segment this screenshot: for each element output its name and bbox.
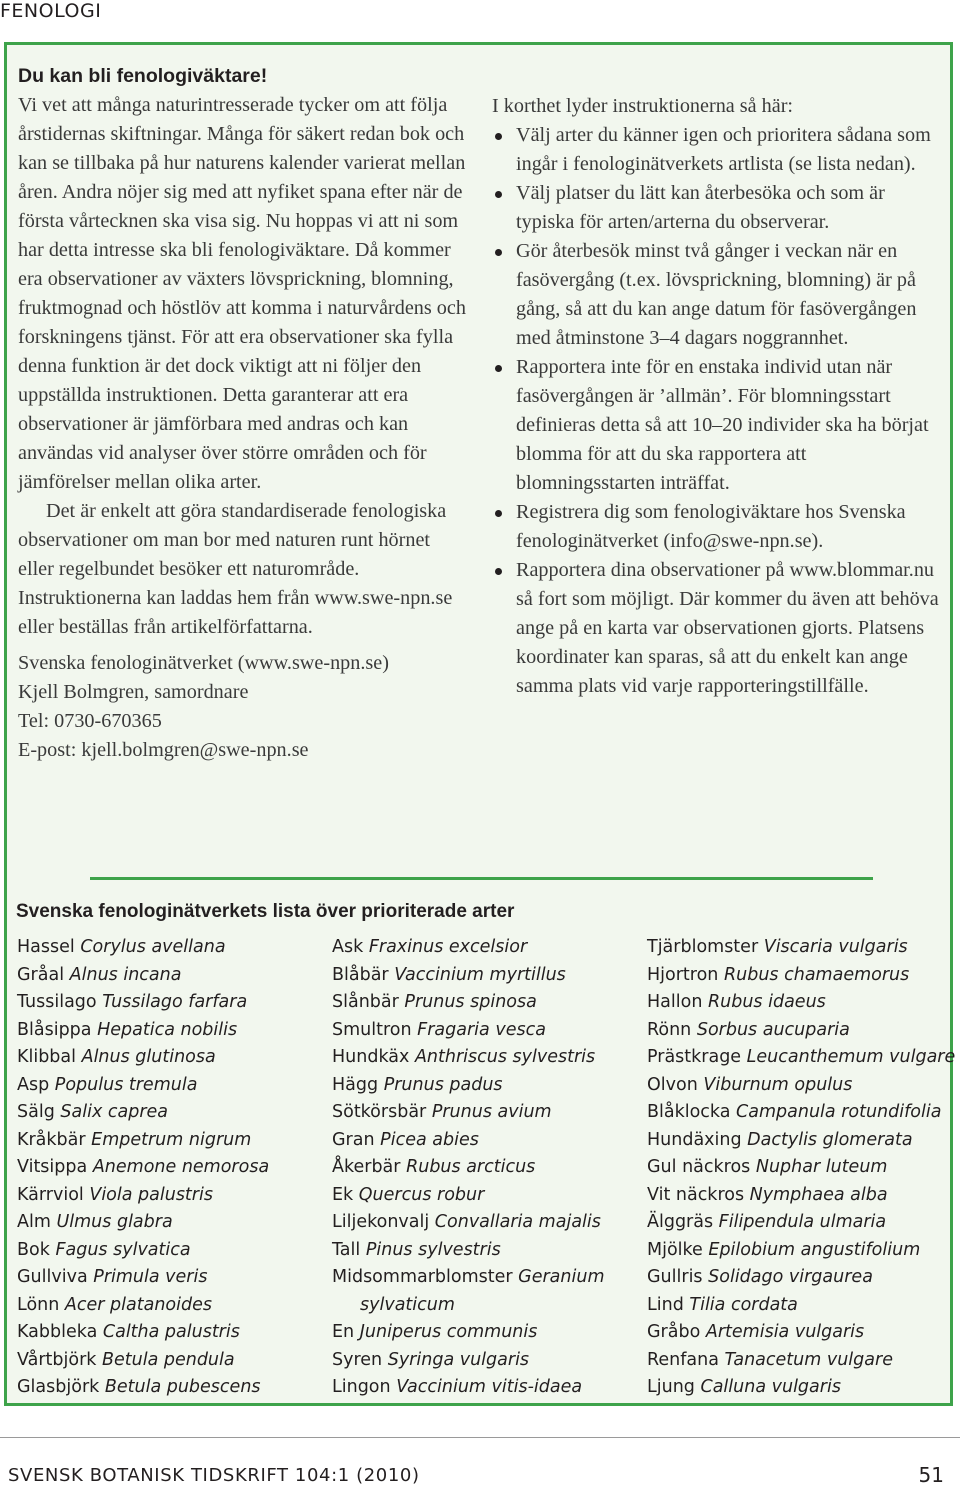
common-name: Kärrviol bbox=[17, 1184, 84, 1205]
scientific-name: Tilia cordata bbox=[689, 1294, 798, 1315]
scientific-name: Sorbus aucuparia bbox=[696, 1019, 850, 1040]
species-entry bbox=[647, 989, 955, 1017]
species-entry bbox=[17, 1347, 269, 1375]
common-name: Glasbjörk bbox=[17, 1377, 100, 1397]
instruction-item bbox=[492, 556, 948, 701]
species-column-2 bbox=[332, 934, 605, 1402]
instruction-item bbox=[492, 353, 948, 498]
species-entry bbox=[332, 1127, 605, 1155]
scientific-name: Nuphar luteum bbox=[755, 1157, 888, 1177]
scientific-name: Vaccinium myrtillus bbox=[394, 964, 566, 985]
common-name: Lönn bbox=[17, 1294, 60, 1315]
species-entry bbox=[332, 1374, 605, 1402]
species-entry bbox=[647, 1127, 955, 1155]
scientific-name: Tanacetum vulgare bbox=[724, 1349, 893, 1370]
species-entry bbox=[332, 1044, 605, 1072]
species-entry bbox=[17, 1182, 269, 1210]
species-entry bbox=[647, 1044, 955, 1072]
footer-divider bbox=[0, 1437, 960, 1438]
species-entry bbox=[332, 1072, 605, 1100]
species-entry bbox=[332, 1319, 605, 1347]
species-entry bbox=[332, 1099, 605, 1127]
intro-paragraph: Vi vet att många naturintresserade tycker om att följa årstidernas skiftningar. Många för säkert redan bok och kan se tillbaka på hur naturens kalender varierat mellan åren. Andra nöjer sig med att nyfiket spana efter när de första vårtecknen ska visa sig. Nu hoppas vi att ni som har detta intresse ska bli fenologiväktare. Då kommer era observationer av växters lövsprickning, blomning, fruktmognad och höstlöv att komma i naturvårdens och forskningens tjänst. För att era observationer ska fylla denna funktion är det dock viktigt att ni följer den uppställda instruktionen. Detta garanterar att era observationer är jämförbara med andras och kan användas vid analyser över större områden och för jämförelser mellan olika arter. bbox=[18, 94, 466, 493]
bullet-icon bbox=[495, 568, 502, 575]
common-name: Ljung bbox=[647, 1377, 695, 1397]
scientific-name: Ulmus glabra bbox=[56, 1212, 173, 1232]
species-entry bbox=[647, 1017, 955, 1045]
species-entry bbox=[17, 1209, 269, 1237]
common-name: Tjärblomster bbox=[647, 937, 759, 957]
common-name: Kabbleka bbox=[17, 1322, 98, 1342]
scientific-name: Empetrum nigrum bbox=[91, 1129, 252, 1150]
instruction-text: Rapportera inte för en enstaka individ utan när fasövergången är ’allmän’. För blomningsstart definieras detta så att 10–20 individer ska ha börjat blomma för att du ska rapportera att blomningsstarten inträffat. bbox=[516, 356, 929, 494]
left-column bbox=[18, 62, 470, 765]
instruction-item bbox=[492, 121, 948, 179]
common-name: Blåklocka bbox=[647, 1102, 731, 1122]
scientific-name: Campanula rotundifolia bbox=[736, 1102, 942, 1122]
contact-organization: Svenska fenologinätverket (www.swe-npn.se) bbox=[18, 652, 389, 674]
common-name: Sötkörsbär bbox=[332, 1102, 427, 1122]
scientific-name: Quercus robur bbox=[358, 1184, 485, 1205]
scientific-name: Prunus avium bbox=[431, 1102, 552, 1122]
scientific-name: Prunus padus bbox=[383, 1074, 503, 1095]
common-name: Blåbär bbox=[332, 964, 389, 985]
species-entry bbox=[17, 1072, 269, 1100]
species-entry bbox=[17, 1319, 269, 1347]
species-entry bbox=[647, 1347, 955, 1375]
species-entry bbox=[17, 934, 269, 962]
common-name: Slånbär bbox=[332, 992, 399, 1012]
scientific-name: Alnus glutinosa bbox=[81, 1047, 216, 1067]
scientific-name: Vaccinium vitis-idaea bbox=[396, 1377, 583, 1397]
common-name: Ask bbox=[332, 937, 364, 957]
scientific-name: Calluna vulgaris bbox=[700, 1377, 841, 1397]
scientific-name: Primula veris bbox=[93, 1267, 208, 1287]
common-name: Gullviva bbox=[17, 1267, 88, 1287]
species-entry bbox=[332, 1182, 605, 1210]
species-column-1 bbox=[17, 934, 269, 1402]
scientific-name: Juniperus communis bbox=[359, 1322, 538, 1342]
species-entry bbox=[647, 1182, 955, 1210]
scientific-name: Solidago virgaurea bbox=[708, 1267, 873, 1287]
common-name: Rönn bbox=[647, 1019, 692, 1040]
common-name: Vårtbjörk bbox=[17, 1349, 97, 1370]
species-entry bbox=[17, 1017, 269, 1045]
common-name: Smultron bbox=[332, 1019, 412, 1040]
journal-reference: SVENSK BOTANISK TIDSKRIFT 104:1 (2010) bbox=[8, 1465, 420, 1486]
species-entry bbox=[17, 1292, 269, 1320]
species-entry bbox=[647, 1099, 955, 1127]
section-label: FENOLOGI bbox=[0, 0, 102, 22]
common-name: Renfana bbox=[647, 1349, 719, 1370]
common-name: Älggräs bbox=[647, 1212, 714, 1232]
scientific-name: sylvaticum bbox=[360, 1294, 455, 1315]
species-entry bbox=[647, 1319, 955, 1347]
scientific-name: Corylus avellana bbox=[80, 937, 226, 957]
common-name: Blåsippa bbox=[17, 1019, 92, 1040]
common-name: Midsommarblomster bbox=[332, 1267, 513, 1287]
bullet-icon bbox=[495, 133, 502, 140]
instructions-intro: I korthet lyder instruktionerna så här: bbox=[492, 95, 794, 117]
bullet-icon bbox=[495, 191, 502, 198]
contact-email: E-post: kjell.bolmgren@swe-npn.se bbox=[18, 739, 309, 761]
scientific-name: Epilobium angustifolium bbox=[708, 1239, 921, 1260]
scientific-name: Prunus spinosa bbox=[404, 992, 537, 1012]
common-name: Tall bbox=[332, 1239, 361, 1260]
common-name: Gråal bbox=[17, 964, 65, 985]
species-entry bbox=[647, 1154, 955, 1182]
species-entry bbox=[647, 1292, 955, 1320]
scientific-name: Caltha palustris bbox=[102, 1322, 240, 1342]
bullet-icon bbox=[495, 365, 502, 372]
contact-block bbox=[18, 649, 470, 765]
common-name: Hundäxing bbox=[647, 1129, 742, 1150]
scientific-name: Leucanthemum vulgare bbox=[746, 1047, 956, 1067]
common-name: Hallon bbox=[647, 992, 703, 1012]
common-name: Prästkrage bbox=[647, 1047, 742, 1067]
instruction-text: Välj platser du lätt kan återbesöka och som är typiska för arten/arterna du observerar. bbox=[516, 182, 885, 233]
common-name: Syren bbox=[332, 1349, 383, 1370]
scientific-name: Tussilago farfara bbox=[102, 992, 248, 1012]
scientific-name: Convallaria majalis bbox=[434, 1212, 601, 1232]
common-name: Kråkbär bbox=[17, 1129, 86, 1150]
common-name: Liljekonvalj bbox=[332, 1212, 430, 1232]
species-entry bbox=[332, 1237, 605, 1265]
instruction-text: Välj arter du känner igen och prioritera sådana som ingår i fenologinätverkets artlista (se lista nedan). bbox=[516, 124, 931, 175]
species-entry bbox=[332, 1292, 605, 1320]
species-entry bbox=[17, 989, 269, 1017]
common-name: Klibbal bbox=[17, 1047, 77, 1067]
common-name: Sälg bbox=[17, 1102, 55, 1122]
species-entry bbox=[332, 934, 605, 962]
scientific-name: Anemone nemorosa bbox=[92, 1157, 270, 1177]
common-name: Alm bbox=[17, 1212, 51, 1232]
species-entry bbox=[647, 1374, 955, 1402]
box-heading: Du kan bli fenologiväktare! bbox=[18, 65, 268, 87]
divider-rule bbox=[90, 877, 873, 880]
species-entry bbox=[647, 962, 955, 990]
scientific-name: Viburnum opulus bbox=[703, 1074, 853, 1095]
scientific-name: Rubus idaeus bbox=[707, 992, 826, 1012]
scientific-name: Nymphaea alba bbox=[749, 1184, 888, 1205]
scientific-name: Syringa vulgaris bbox=[387, 1349, 530, 1370]
species-list-title: Svenska fenologinätverkets lista över prioriterade arter bbox=[16, 901, 515, 922]
species-entry bbox=[17, 1044, 269, 1072]
bullet-icon bbox=[495, 249, 502, 256]
species-entry bbox=[17, 1264, 269, 1292]
instruction-text: Rapportera dina observationer på www.blommar.nu så fort som möjligt. Där kommer du även att behöva ange på en karta var observationen gjorts. Platsens koordinater kan sparas, så att du enkelt kan ange samma plats vid varje rapporteringstillfälle. bbox=[516, 559, 939, 697]
scientific-name: Pinus sylvestris bbox=[365, 1239, 501, 1260]
species-entry bbox=[647, 934, 955, 962]
common-name: Mjölke bbox=[647, 1239, 703, 1260]
scientific-name: Alnus incana bbox=[69, 964, 182, 985]
common-name: En bbox=[332, 1322, 355, 1342]
species-entry bbox=[332, 1347, 605, 1375]
scientific-name: Viola palustris bbox=[89, 1184, 213, 1205]
common-name: Hägg bbox=[332, 1074, 379, 1095]
scientific-name: Acer platanoides bbox=[64, 1294, 212, 1315]
common-name: Bok bbox=[17, 1239, 50, 1260]
common-name: Hjortron bbox=[647, 964, 719, 985]
scientific-name: Rubus chamaemorus bbox=[723, 964, 910, 985]
common-name: Gul näckros bbox=[647, 1157, 751, 1177]
common-name: Vitsippa bbox=[17, 1157, 88, 1177]
instruction-text: Gör återbesök minst två gånger i veckan när en fasövergång (t.ex. lövsprickning, blomning) är på gång, så att du kan ange datum för fasövergången med åtminstone 3–4 dagars noggrannhet. bbox=[516, 240, 917, 349]
species-entry bbox=[332, 1154, 605, 1182]
species-entry bbox=[647, 1072, 955, 1100]
instruction-text: Registrera dig som fenologiväktare hos Svenska fenologinätverket (info@swe-npn.se). bbox=[516, 501, 906, 552]
species-entry bbox=[332, 989, 605, 1017]
scientific-name: Fagus sylvatica bbox=[55, 1239, 191, 1260]
common-name: Hassel bbox=[17, 937, 75, 957]
common-name: Olvon bbox=[647, 1074, 698, 1095]
scientific-name: Filipendula ulmaria bbox=[718, 1212, 887, 1232]
scientific-name: Viscaria vulgaris bbox=[763, 937, 908, 957]
contact-phone: Tel: 0730-670365 bbox=[18, 710, 162, 732]
scientific-name: Salix caprea bbox=[60, 1102, 169, 1122]
right-column bbox=[492, 92, 948, 701]
scientific-name: Populus tremula bbox=[54, 1074, 198, 1095]
common-name: Asp bbox=[17, 1074, 50, 1095]
scientific-name: Dactylis glomerata bbox=[747, 1129, 913, 1150]
bullet-icon bbox=[495, 510, 502, 517]
scientific-name: Hepatica nobilis bbox=[97, 1019, 238, 1040]
species-entry bbox=[332, 962, 605, 990]
species-entry bbox=[332, 1017, 605, 1045]
instruction-item bbox=[492, 179, 948, 237]
instructions-list bbox=[492, 121, 948, 701]
page-number: 51 bbox=[918, 1463, 944, 1487]
species-entry bbox=[647, 1237, 955, 1265]
species-entry bbox=[17, 962, 269, 990]
common-name: Gran bbox=[332, 1129, 375, 1150]
instruction-item bbox=[492, 498, 948, 556]
scientific-name: Artemisia vulgaris bbox=[705, 1322, 865, 1342]
species-entry bbox=[17, 1127, 269, 1155]
second-paragraph: Det är enkelt att göra standardiserade fenologiska observationer om man bor med naturen runt hörnet eller regelbundet besöker ett naturområde. Instruktionerna kan laddas hem från www.swe-npn.se eller beställas från artikelförfattarna. bbox=[18, 500, 453, 638]
instruction-item bbox=[492, 237, 948, 353]
species-entry bbox=[332, 1209, 605, 1237]
common-name: Lind bbox=[647, 1294, 684, 1315]
species-column-3 bbox=[647, 934, 955, 1402]
common-name: Lingon bbox=[332, 1377, 391, 1397]
common-name: Gråbo bbox=[647, 1322, 701, 1342]
species-entry bbox=[17, 1374, 269, 1402]
species-entry bbox=[17, 1237, 269, 1265]
scientific-name: Picea abies bbox=[380, 1129, 479, 1150]
common-name: Vit näckros bbox=[647, 1184, 745, 1205]
contact-person: Kjell Bolmgren, samordnare bbox=[18, 681, 249, 703]
common-name: Gullris bbox=[647, 1267, 703, 1287]
common-name: Åkerbär bbox=[332, 1157, 401, 1177]
species-entry bbox=[647, 1264, 955, 1292]
species-entry bbox=[332, 1264, 605, 1292]
species-entry bbox=[647, 1209, 955, 1237]
scientific-name: Betula pubescens bbox=[104, 1377, 261, 1397]
scientific-name: Fraxinus excelsior bbox=[368, 937, 528, 957]
common-name: Tussilago bbox=[17, 992, 97, 1012]
scientific-name: Betula pendula bbox=[101, 1349, 235, 1370]
scientific-name: Anthriscus sylvestris bbox=[414, 1047, 596, 1067]
species-entry bbox=[17, 1154, 269, 1182]
species-entry bbox=[17, 1099, 269, 1127]
scientific-name: Rubus arcticus bbox=[406, 1157, 536, 1177]
scientific-name: Fragaria vesca bbox=[417, 1019, 546, 1040]
scientific-name: Geranium bbox=[518, 1267, 605, 1287]
common-name: Hundkäx bbox=[332, 1047, 410, 1067]
common-name: Ek bbox=[332, 1184, 354, 1205]
